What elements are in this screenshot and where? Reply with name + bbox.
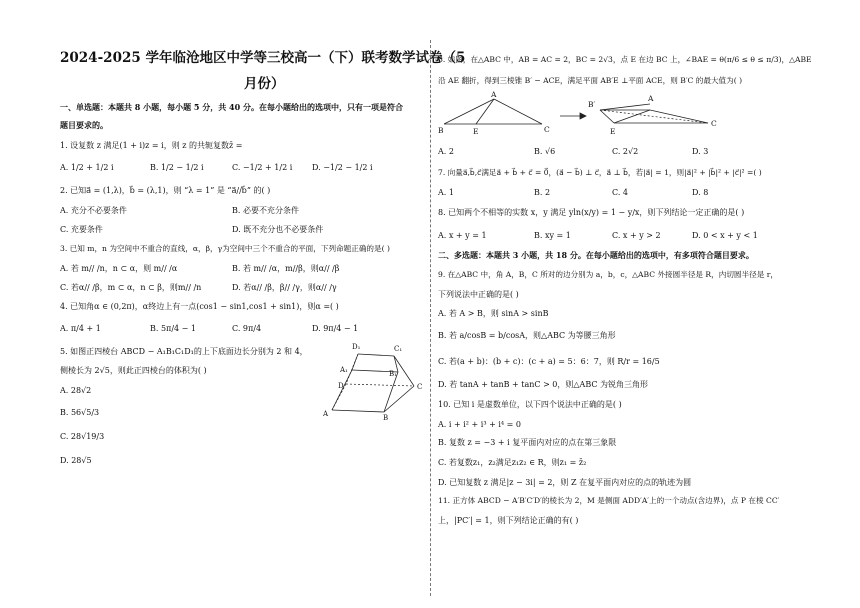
column-divider (430, 40, 431, 596)
q3-option-a: A. 若 m// /n，n ⊂ α，则 m// /α (60, 264, 178, 273)
q4-option-c: C. 9π/4 (232, 324, 262, 333)
q7-option-a: A. 1 (438, 188, 454, 197)
q3-option-c: C. 若α// /β，m ⊂ α，n ⊂ β，则m// /n (60, 283, 202, 292)
section1-heading-line1: 一、单选题：本题共 8 小题，每小题 5 分，共 40 分。在每小题给出的选项中，只有一项是符合 (60, 102, 403, 112)
q9-option-b: B. 若 a/cosB = b/cosA，则△ABC 为等腰三角形 (438, 331, 616, 340)
q5-label-a1: A₁ (340, 366, 348, 374)
q1-option-a: A. 1/2 + 1/2 i (60, 163, 114, 172)
q6-right-label-c: C (711, 119, 717, 128)
q5-label-c1: C₁ (394, 345, 403, 353)
q9-option-a: A. 若 A > B，则 sinA > sinB (438, 309, 549, 318)
q1-option-c: C. −1/2 + 1/2 i (232, 163, 293, 172)
q5-stem-line2: 侧棱长为 2√5，则此正四棱台的体积为( ) (60, 366, 207, 375)
q6-left-label-a: A (491, 90, 497, 99)
q5-label-d1: D₁ (352, 343, 361, 351)
q3-option-d: D. 若α// /β，β// /γ，则α// /γ (232, 283, 337, 292)
q2-option-a: A. 充分不必要条件 (60, 206, 127, 215)
q10-option-a: A. i + i² + i³ + i⁴ = 0 (438, 420, 521, 429)
q9-stem-line2: 下列说法中正确的是( ) (438, 290, 519, 299)
q8-option-b: B. xy = 1 (534, 231, 571, 240)
section1-heading-line2: 题目要求的。 (60, 120, 108, 130)
q5-option-b: B. 56√5/3 (60, 408, 100, 417)
q7-stem: 7. 向量a⃗,b⃗,c⃗满足a⃗ + b⃗ + c⃗ = 0⃗，(a⃗ − b⃗) ⊥ c⃗，a⃗ ⊥ b⃗，若|a⃗| = 1，则|a⃗|² + |b⃗|² + |c⃗|² =( ) (438, 168, 762, 177)
q8-option-a: A. x + y = 1 (438, 231, 487, 240)
q6-option-b: B. √6 (534, 147, 556, 156)
q6-right-label-bprime: B′ (588, 100, 596, 109)
q6-option-c: C. 2√2 (612, 147, 639, 156)
q6-stem-line1: 6. 如图，在△ABC 中，AB = AC = 2，BC = 2√3，点 E 在边 BC 上，∠BAE = θ(π/6 ≤ θ ≤ π/3)，△ABE (438, 55, 812, 64)
exam-title-line2: 月份） (244, 76, 285, 92)
q6-right-label-a: A (648, 94, 654, 103)
q4-option-d: D. 9π/4 − 1 (312, 324, 359, 333)
q6-option-d: D. 3 (692, 147, 709, 156)
q10-option-d: D. 已知复数 z 满足|z − 3i| = 2，则 Z 在复平面内对应的点的轨迹为圆 (438, 478, 692, 487)
q4-option-a: A. π/4 + 1 (60, 324, 101, 333)
exam-title-line1: 2024-2025 学年临沧地区中学等三校高一（下）联考数学试卷（5 (60, 50, 466, 66)
q9-option-c: C. 若(a + b)：(b + c)：(c + a) = 5：6：7，则 R/r = 16/5 (438, 357, 660, 366)
q6-fold-figure (438, 90, 738, 138)
q2-option-d: D. 既不充分也不必要条件 (232, 225, 324, 234)
q6-left-label-c: C (544, 125, 550, 134)
q7-option-b: B. 2 (534, 188, 551, 197)
q3-option-b: B. 若 m// /α，m//β，则α// /β (232, 264, 340, 273)
q6-option-a: A. 2 (438, 147, 454, 156)
q2-stem: 2. 已知a⃗ = (1,λ)，b⃗ = (λ,1)，则 “λ = 1” 是 “a⃗//b⃗” 的( ) (60, 186, 271, 195)
q3-stem: 3. 已知 m，n 为空间中不重合的直线，α，β，γ为空间中三个不重合的平面，下列命题正确的是( ) (60, 244, 390, 253)
q2-option-c: C. 充要条件 (60, 225, 103, 234)
q5-label-d: D (338, 382, 344, 390)
q6-arrow-icon (560, 113, 586, 119)
q9-option-d: D. 若 tanA + tanB + tanC > 0，则△ABC 为锐角三角形 (438, 380, 649, 389)
q1-stem: 1. 设复数 z 满足(1 + i)z = i，则 z 的共轭复数z̄ = (60, 141, 243, 150)
q5-label-c: C (417, 383, 423, 391)
q6-right-label-e: E (610, 127, 616, 136)
q8-stem: 8. 已知两个不相等的实数 x，y 满足 yln(x/y) = 1 − y/x，则下列结论一定正确的是( ) (438, 208, 745, 217)
q6-stem-line2: 沿 AE 翻折，得到三棱锥 B′ − ACE，满足平面 AB′E ⊥平面 ACE，则 B′C 的最大值为( ) (438, 76, 743, 85)
q6-left-label-e: E (473, 127, 479, 136)
q4-option-b: B. 5π/4 − 1 (150, 324, 196, 333)
q1-option-d: D. −1/2 − 1/2 i (312, 163, 373, 172)
q9-stem-line1: 9. 在△ABC 中，角 A，B，C 所对的边分别为 a，b，c，△ABC 外接圆半径是 R，内切圆半径是 r， (438, 270, 778, 279)
q10-stem: 10. 已知 i 是虚数单位，以下四个说法中正确的是( ) (438, 400, 622, 409)
q5-label-b1: B₁ (389, 370, 397, 378)
q7-option-d: D. 8 (692, 188, 709, 197)
q10-option-b: B. 复数 z = −3 + i 复平面内对应的点在第三象限 (438, 438, 617, 447)
q2-option-b: B. 必要不充分条件 (232, 206, 299, 215)
q5-label-b: B (383, 414, 389, 422)
q6-left-label-b: B (438, 126, 444, 135)
q10-option-c: C. 若复数z₁，z₂满足z₁z₂ ∈ R，则z₁ = z̄₂ (438, 458, 587, 467)
q8-option-c: C. x + y > 2 (612, 231, 661, 240)
q11-stem-line2: 上，|PC′| = 1，则下列结论正确的有( ) (438, 516, 579, 525)
q5-label-a: A (323, 410, 329, 418)
section2-heading: 二、多选题：本题共 3 小题，共 18 分。在每小题给出的选项中，有多项符合题目要求。 (438, 250, 754, 260)
q4-stem: 4. 已知角α ∈ (0,2π)，α终边上有一点(cos1 − sin1,cos1 + sin1)，则α =( ) (60, 302, 339, 311)
q5-option-c: C. 28√19/3 (60, 432, 105, 441)
q1-option-b: B. 1/2 − 1/2 i (150, 163, 204, 172)
q8-option-d: D. 0 < x + y < 1 (692, 231, 758, 240)
q5-stem-line1: 5. 如图正四棱台 ABCD − A₁B₁C₁D₁的上下底面边长分别为 2 和 4， (60, 347, 308, 356)
q5-frustum-figure (318, 338, 428, 422)
q7-option-c: C. 4 (612, 188, 629, 197)
q5-option-d: D. 28√5 (60, 456, 92, 465)
q11-stem-line1: 11. 正方体 ABCD − A′B′C′D′的棱长为 2，M 是侧面 ADD′A′上的一个动点(含边界)，点 P 在棱 CC′ (438, 496, 780, 505)
q5-option-a: A. 28√2 (60, 386, 92, 395)
